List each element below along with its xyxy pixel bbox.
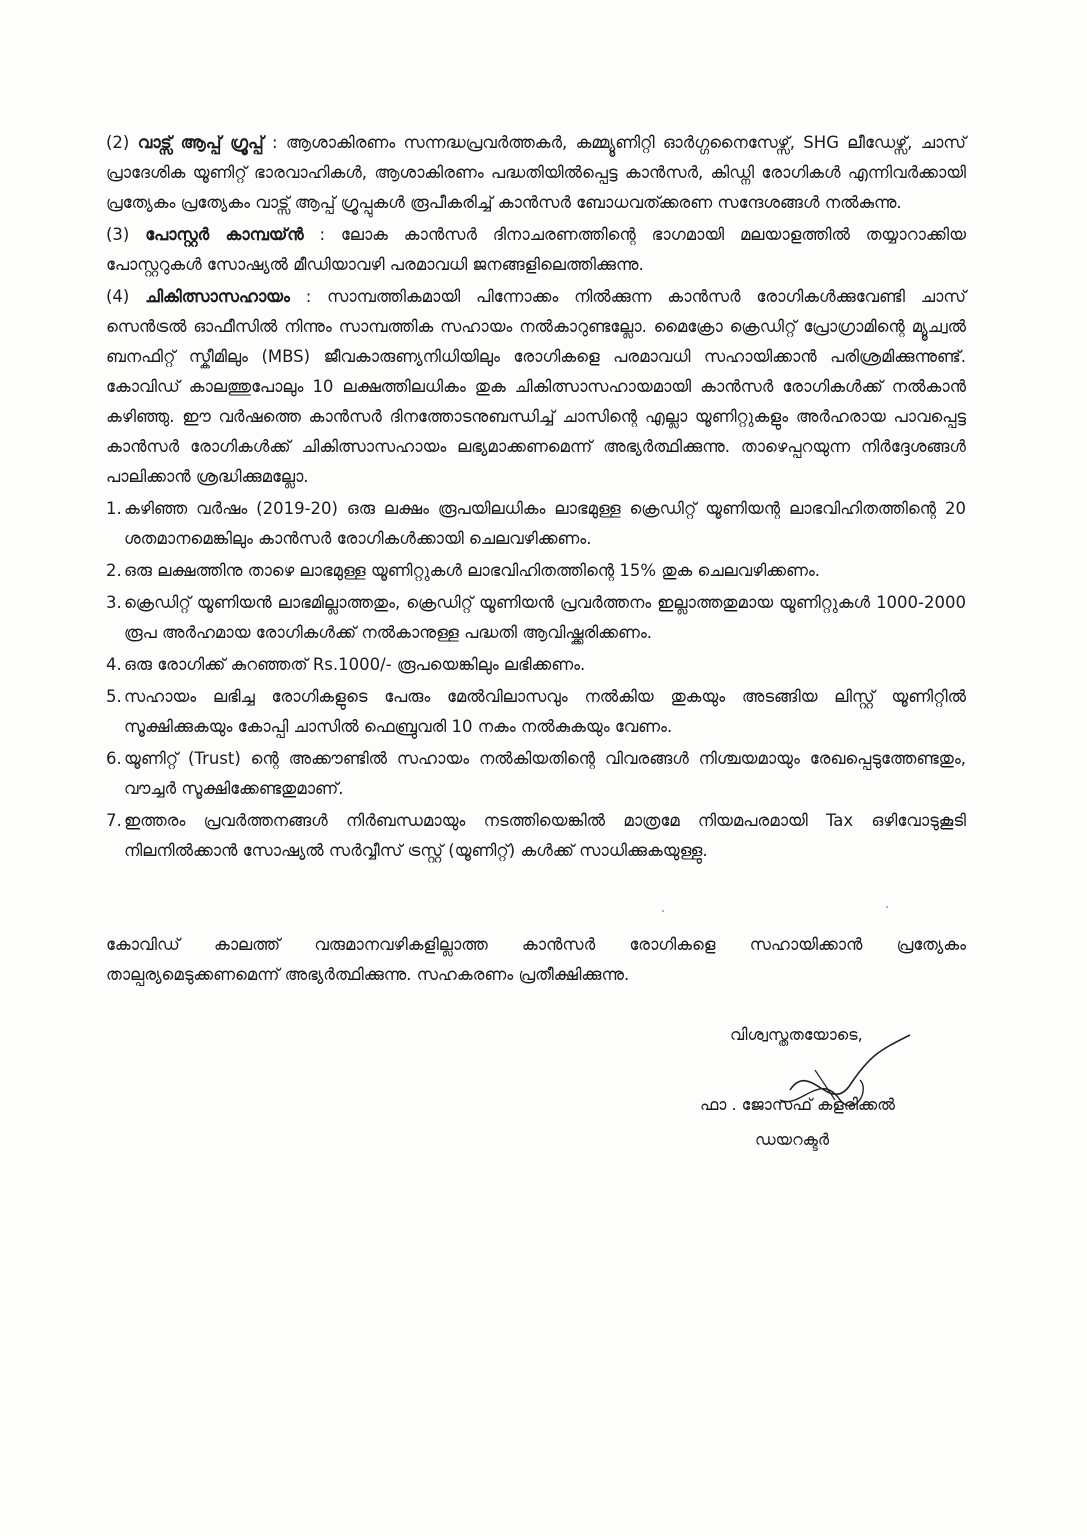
paragraph-text: : സാമ്പത്തികമായി പിന്നോക്കം നിൽക്കുന്ന കാൻസർ രോഗികൾക്കുവേണ്ടി ചാസ് സെൻട്രൽ ഓഫീസിൽ നിന്നും സാമ്പത്തിക സഹായം നൽകാറുണ്ടല്ലോ. മൈക്രോ ക്രെഡിറ്റ് പ്രോഗ്രാമിന്റെ മ്യൂച്വൽ ബനഫിറ്റ് സ്കീമിലും (MBS) ജീവകാരുണ്യനിധിയിലും രോഗികളെ പരമാവധി സഹായിക്കാൻ പരിശ്രമിക്കുന്നുണ്ട്. കോവിഡ് കാലത്തുപോലും 10 ലക്ഷത്തിലധികം തുക ചികിത്സാസഹായമായി കാൻസർ രോഗികൾക്ക് നൽകാൻ കഴിഞ്ഞു. ഈ വർഷത്തെ കാൻസർ ദിനത്തോടനുബന്ധിച്ച് ചാസിന്റെ എല്ലാ യൂണിറ്റുകളും അർഹരായ പാവപ്പെട്ട കാൻസർ രോഗികൾക്ക് ചികിത്സാസഹായം ലഭ്യമാക്കണമെന്ന് അഭ്യർത്ഥിക്കുന്നു. താഴെപ്പറയുന്ന നിർദ്ദേശങ്ങൾ പാലിക്കാൻ ശ്രദ്ധിക്കുമല്ലോ. [106,287,966,486]
list-item-text: ഒരു ലക്ഷത്തിനു താഴെ ലാഭമുള്ള യൂണിറ്റുകൾ ലാഭവിഹിതത്തിന്റെ 15% തുക ചെലവഴിക്കണം. [124,561,821,580]
list-number: 6. [106,749,122,768]
list-item-text: സഹായം ലഭിച്ച രോഗികളുടെ പേരും മേൽവിലാസവും നൽകിയ തുകയും അടങ്ങിയ ലിസ്റ്റ് യൂണിറ്റിൽ സൂക്ഷിക്കുകയും കോപ്പി ചാസിൽ ഫെബ്രുവരി 10 നകം നൽകുകയും വേണം. [124,687,966,736]
list-item-text: കഴിഞ്ഞ വർഷം (2019-20) ഒരു ലക്ഷം രൂപയിലധികം ലാഭമുള്ള ക്രെഡിറ്റ് യൂണിയന്റ ലാഭവിഹിതത്തിന്റെ 20 ശതമാനമെങ്കിലും കാൻസർ രോഗികൾക്കായി ചെലവഴിക്കണം. [124,499,966,548]
scan-speck [886,906,888,908]
list-item [106,806,966,866]
list-item-text: ക്രെഡിറ്റ് യൂണിയൻ ലാഭമില്ലാത്തതും, ക്രെഡിറ്റ് യൂണിയൻ പ്രവർത്തനം ഇല്ലാത്തതുമായ യൂണിറ്റുകൾ 1000-2000 രൂപ അർഹമായ രോഗികൾക്ക് നൽകാനുള്ള പദ്ധതി ആവിഷ്ക്കരിക്കണം. [124,593,966,642]
list-item-text: ഇത്തരം പ്രവർത്തനങ്ങൾ നിർബന്ധമായും നടത്തിയെങ്കിൽ മാത്രമേ നിയമപരമായി Tax ഒഴിവോടുകൂടി നിലനിൽക്കാൻ സോഷ്യൽ സർവ്വീസ് ട്രസ്റ്റ് (യൂണിറ്റ്) കൾക്ക് സാധിക്കുകയുള്ളു. [124,811,966,860]
signatory-title: ഡയറക്ടർ [755,1130,830,1149]
paragraph-heading: പോസ്റ്റർ കാമ്പയ്ൻ [145,225,304,244]
list-number: 7. [106,811,122,830]
paragraph-text: : ആശാകിരണം സന്നദ്ധപ്രവർത്തകർ, കമ്മ്യൂണിറ്റി ഓർഗ്ഗനൈസേഴ്സ്, SHG ലീഡേഴ്സ്, ചാസ് പ്രാദേശിക യൂണിറ്റ് ഭാരവാഹികൾ, ആശാകിരണം പദ്ധതിയിൽപ്പെട്ട കാൻസർ, കിഡ്നി രോഗികൾ എന്നിവർക്കായി പ്രത്യേകം പ്രത്യേകം വാട്സ് ആപ്പ് ഗ്രൂപ്പുകൾ രൂപീകരിച്ച് കാൻസർ ബോധവത്ക്കരണ സന്ദേശങ്ങൾ നൽകുന്നു. [106,133,967,212]
list-item-text: യൂണിറ്റ് (Trust) ന്റെ അക്കൗണ്ടിൽ സഹായം നൽകിയതിന്റെ വിവരങ്ങൾ നിശ്ചയമായും രേഖപ്പെടുത്തേണ്ടതും, വൗച്ചർ സൂക്ഷിക്കേണ്ടതുമാണ്. [124,749,966,798]
scan-speck [662,910,664,912]
list-item [106,682,966,742]
list-item [106,556,966,586]
paragraph-treatment-aid [106,282,966,492]
list-item [106,744,966,804]
paragraph-whatsapp-group [106,128,966,218]
list-number: 1. [106,499,122,518]
list-item [106,494,966,554]
letter-body [106,128,966,868]
paragraph-number: (3) [106,225,130,244]
paragraph-heading: ചികിത്സാസഹായം [145,287,290,306]
list-number: 3. [106,593,122,612]
list-number: 5. [106,687,122,706]
paragraph-number: (4) [106,287,130,306]
closing-paragraph: കോവിഡ് കാലത്ത് വരുമാനവഴികളില്ലാത്ത കാൻസർ രോഗികളെ സഹായിക്കാൻ പ്രത്യേകം താല്പര്യമെടുക്കണമെന്ന് അഭ്യർത്ഥിക്കുന്നു. സഹകരണം പ്രതീക്ഷിക്കുന്നു. [106,935,966,984]
signatory-name: ഫാ . ജോസഫ് കളരിക്കൽ [700,1095,895,1114]
list-number: 4. [106,655,122,674]
signature-regards: വിശ്വസ്തതയോടെ, [730,1025,863,1044]
paragraph-number: (2) [106,133,130,152]
paragraph-text: : ലോക കാൻസർ ദിനാചരണത്തിന്റെ ഭാഗമായി മലയാളത്തിൽ തയ്യാറാക്കിയ പോസ്റ്ററുകൾ സോഷ്യൽ മീഡിയാവഴി പരമാവധി ജനങ്ങളിലെത്തിക്കുന്നു. [106,225,966,274]
list-item-text: ഒരു രോഗിക്ക് കുറഞ്ഞത് Rs.1000/- രൂപയെങ്കിലും ലഭിക്കണം. [124,655,586,674]
list-number: 2. [106,561,122,580]
paragraph-heading: വാട്സ് ആപ്പ് ഗ്രൂപ്പ് [137,133,264,152]
paragraph-poster-campaign [106,220,966,280]
list-item [106,588,966,648]
list-item [106,650,966,680]
instruction-list [106,494,966,866]
